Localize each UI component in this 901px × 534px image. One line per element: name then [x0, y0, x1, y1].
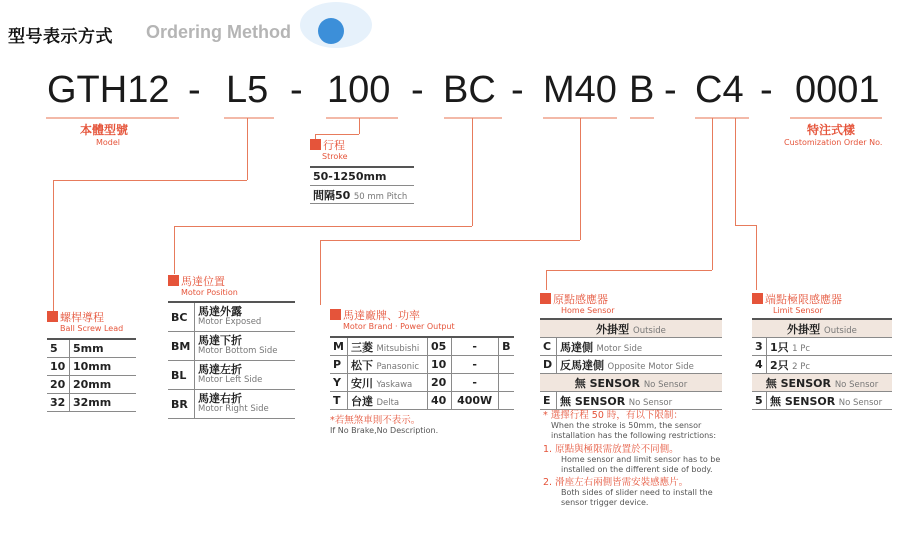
brand-en: Mitsubishi: [376, 343, 420, 354]
motor-position-en: Motor Exposed: [198, 317, 262, 327]
table-row: [330, 392, 514, 410]
square-marker-icon: [168, 275, 179, 286]
table-row: [752, 392, 892, 410]
limit-sensor-en: No Sensor: [838, 397, 883, 408]
note-stroke-restriction: * 選擇行程 50 時，有以下限制：: [543, 410, 683, 421]
custom-label-en: Customization Order No.: [784, 138, 883, 147]
limit-sensor-title: 端點極限感應器: [765, 293, 842, 306]
motor-position-en: Motor Right Side: [198, 404, 269, 414]
code-dash: -: [664, 69, 677, 111]
connector-line: [174, 226, 472, 227]
connector-line: [174, 226, 175, 274]
motor-position-cn: 馬達右折: [198, 392, 242, 405]
brake-code: [498, 356, 514, 374]
lead-table: [47, 338, 136, 412]
brand-cn: 台達: [350, 394, 373, 408]
motor-brand-title-en: Motor Brand · Power Output: [343, 322, 455, 331]
custom-label: 特注式樣: [807, 123, 856, 137]
limit-sensor-code: 5: [752, 392, 767, 410]
motor-position-code: BC: [168, 302, 195, 332]
motor-position-code: BR: [168, 390, 195, 419]
power-code: 10: [427, 356, 451, 374]
code-motor-position: BC: [443, 69, 496, 111]
limit-sensor-group-en: Outside: [824, 325, 857, 336]
table-row: [330, 337, 514, 356]
underline-model: [46, 117, 179, 119]
brake-code: [498, 392, 514, 410]
code-dash: -: [760, 69, 773, 111]
note-both-sides: 2. 滑座左右兩側皆需安裝感應片。: [543, 477, 689, 488]
note-text: Both sides of slider need to install the: [561, 488, 713, 497]
home-sensor-group-en: Outside: [633, 325, 666, 336]
home-sensor-title: 原點感應器: [553, 293, 608, 306]
power-value: 400W: [451, 392, 498, 410]
motor-brand-table: [330, 336, 514, 410]
power-code: 20: [427, 374, 451, 392]
table-row: [168, 390, 295, 419]
table-row: [330, 356, 514, 374]
limit-sensor-en: 2 Pc: [792, 361, 811, 372]
motor-position-en: Motor Left Side: [198, 375, 263, 385]
limit-sensor-group: 無 SENSOR: [765, 376, 831, 390]
connector-line: [247, 118, 248, 180]
motor-position-cn: 馬達左折: [198, 363, 242, 376]
home-sensor-title-en: Home Sensor: [561, 306, 615, 315]
table-row: [752, 374, 892, 392]
motor-position-cn: 馬達外露: [198, 305, 242, 318]
limit-sensor-table: [752, 318, 892, 410]
code-motor-brand: M40: [543, 69, 617, 111]
limit-sensor-cn: 無 SENSOR: [770, 394, 836, 408]
stroke-pitch: 間隔50: [313, 188, 351, 202]
power-code: 40: [427, 392, 451, 410]
underline-lead: [224, 117, 274, 119]
connector-line: [320, 240, 580, 241]
note-text: installed on the different side of body.: [561, 465, 713, 474]
stroke-title: 行程: [323, 139, 345, 152]
code-lead: L5: [226, 69, 269, 111]
motor-brand-heading: [330, 304, 420, 323]
brand-cn: 松下: [350, 358, 373, 372]
code-model: GTH12: [47, 69, 170, 111]
note-text: Home sensor and limit sensor has to be: [561, 455, 721, 464]
table-row: [47, 358, 136, 376]
motor-position-title: 馬達位置: [181, 275, 225, 288]
square-marker-icon: [540, 293, 551, 304]
brake-note-en: If No Brake,No Description.: [330, 426, 439, 435]
brake-note: *若無煞車則不表示。: [330, 415, 421, 426]
model-label-en: Model: [96, 138, 121, 147]
limit-sensor-group: 外掛型: [787, 322, 821, 336]
limit-sensor-heading: [752, 288, 842, 307]
table-row: [310, 186, 414, 204]
lead-heading: [47, 306, 104, 325]
home-sensor-table: [540, 318, 722, 410]
lead-value: 10mm: [70, 358, 137, 376]
underline-motor-position: [444, 117, 502, 119]
table-row: [47, 394, 136, 412]
home-sensor-en: Motor Side: [596, 343, 643, 354]
power-value: -: [451, 337, 498, 356]
home-sensor-group: 無 SENSOR: [574, 376, 640, 390]
home-sensor-cn: 無 SENSOR: [560, 394, 626, 408]
connector-line: [735, 225, 756, 226]
power-value: -: [451, 356, 498, 374]
page-title-en: Ordering Method: [146, 22, 291, 42]
connector-line: [320, 240, 321, 305]
brand-en: Yaskawa: [376, 379, 413, 390]
motor-position-title-en: Motor Position: [181, 288, 238, 297]
home-sensor-group: 外掛型: [596, 322, 630, 336]
brand-en: Panasonic: [376, 361, 420, 372]
lead-code: 20: [47, 376, 70, 394]
connector-line: [735, 118, 736, 225]
code-stroke: 100: [327, 69, 391, 111]
table-row: [330, 374, 514, 392]
home-sensor-code: D: [540, 356, 557, 374]
note-different-side: 1. 原點與極限需放置於不同側。: [543, 444, 679, 455]
code-sensor: C4: [695, 69, 744, 111]
connector-line: [756, 225, 757, 290]
table-row: [310, 167, 414, 186]
home-sensor-cn: 馬達側: [560, 340, 593, 354]
brand-code: M: [330, 337, 347, 356]
home-sensor-en: Opposite Motor Side: [607, 361, 694, 372]
page-title: 型号表示方式: [8, 27, 113, 47]
motor-brand-title: 馬達廠牌、功率: [343, 309, 420, 322]
connector-line: [580, 118, 581, 240]
code-custom: 0001: [795, 69, 880, 111]
connector-line: [472, 118, 473, 226]
connector-line: [53, 180, 247, 181]
stroke-table: [310, 166, 414, 204]
brand-en: Delta: [376, 397, 400, 408]
lead-title-en: Ball Screw Lead: [60, 324, 124, 333]
limit-sensor-code: 4: [752, 356, 767, 374]
limit-sensor-code: 3: [752, 338, 767, 356]
motor-position-cn: 馬達下折: [198, 334, 242, 347]
blue-circle-icon: [318, 18, 344, 44]
motor-position-code: BL: [168, 361, 195, 390]
connector-line: [712, 118, 713, 270]
brand-code: P: [330, 356, 347, 374]
note-text: When the stroke is 50mm, the sensor: [551, 421, 702, 430]
table-row: [168, 332, 295, 361]
stroke-range: 50-1250mm: [310, 167, 414, 186]
note-text: installation has the following restrictions:: [551, 431, 717, 440]
power-value: -: [451, 374, 498, 392]
motor-position-table: [168, 301, 295, 419]
stroke-pitch-en: 50 mm Pitch: [353, 191, 408, 202]
lead-code: 10: [47, 358, 70, 376]
home-sensor-group-en: No Sensor: [643, 379, 688, 390]
motor-position-heading: [168, 270, 225, 289]
table-row: [47, 339, 136, 358]
sensor-notes: [543, 411, 720, 508]
home-sensor-cn: 反馬達側: [560, 358, 604, 372]
brand-code: T: [330, 392, 347, 410]
connector-line: [53, 180, 54, 311]
code-dash: -: [290, 69, 303, 111]
connector-line: [546, 270, 547, 290]
brand-cn: 安川: [350, 376, 373, 390]
lead-value: 32mm: [70, 394, 137, 412]
lead-value: 5mm: [70, 339, 137, 358]
table-row: [752, 338, 892, 356]
table-row: [540, 338, 722, 356]
stroke-title-en: Stroke: [322, 152, 348, 161]
table-row: [168, 302, 295, 332]
lead-code: 32: [47, 394, 70, 412]
square-marker-icon: [330, 309, 341, 320]
code-dash: -: [511, 69, 524, 111]
home-sensor-code: C: [540, 338, 557, 356]
brake-code: [498, 374, 514, 392]
limit-sensor-cn: 2只: [770, 358, 789, 372]
connector-line: [359, 118, 360, 134]
underline-sensor: [695, 117, 749, 119]
table-row: [540, 356, 722, 374]
table-row: [540, 392, 722, 410]
square-marker-icon: [752, 293, 763, 304]
lead-title: 螺桿導程: [60, 311, 104, 324]
table-row: [752, 356, 892, 374]
limit-sensor-title-en: Limit Sensor: [773, 306, 823, 315]
note-text: sensor trigger device.: [561, 498, 649, 507]
table-row: [540, 374, 722, 392]
brake-code: B: [498, 337, 514, 356]
model-label: 本體型號: [80, 123, 129, 137]
home-sensor-code: E: [540, 392, 557, 410]
table-row: [540, 319, 722, 338]
table-row: [47, 376, 136, 394]
underline-custom: [790, 117, 882, 119]
limit-sensor-en: 1 Pc: [792, 343, 811, 354]
lead-code: 5: [47, 339, 70, 358]
limit-sensor-group-en: No Sensor: [834, 379, 879, 390]
code-brake: B: [629, 69, 655, 111]
square-marker-icon: [310, 139, 321, 150]
brand-cn: 三菱: [350, 340, 373, 354]
motor-position-code: BM: [168, 332, 195, 361]
code-dash: -: [411, 69, 424, 111]
power-code: 05: [427, 337, 451, 356]
connector-line: [546, 270, 712, 271]
stroke-heading: [310, 134, 345, 153]
square-marker-icon: [47, 311, 58, 322]
code-dash: -: [188, 69, 201, 111]
underline-stroke: [326, 117, 398, 119]
underline-brake: [630, 117, 654, 119]
home-sensor-en: No Sensor: [628, 397, 673, 408]
home-sensor-heading: [540, 288, 608, 307]
limit-sensor-cn: 1只: [770, 340, 789, 354]
brand-code: Y: [330, 374, 347, 392]
table-row: [752, 319, 892, 338]
motor-position-en: Motor Bottom Side: [198, 346, 278, 356]
table-row: [168, 361, 295, 390]
lead-value: 20mm: [70, 376, 137, 394]
